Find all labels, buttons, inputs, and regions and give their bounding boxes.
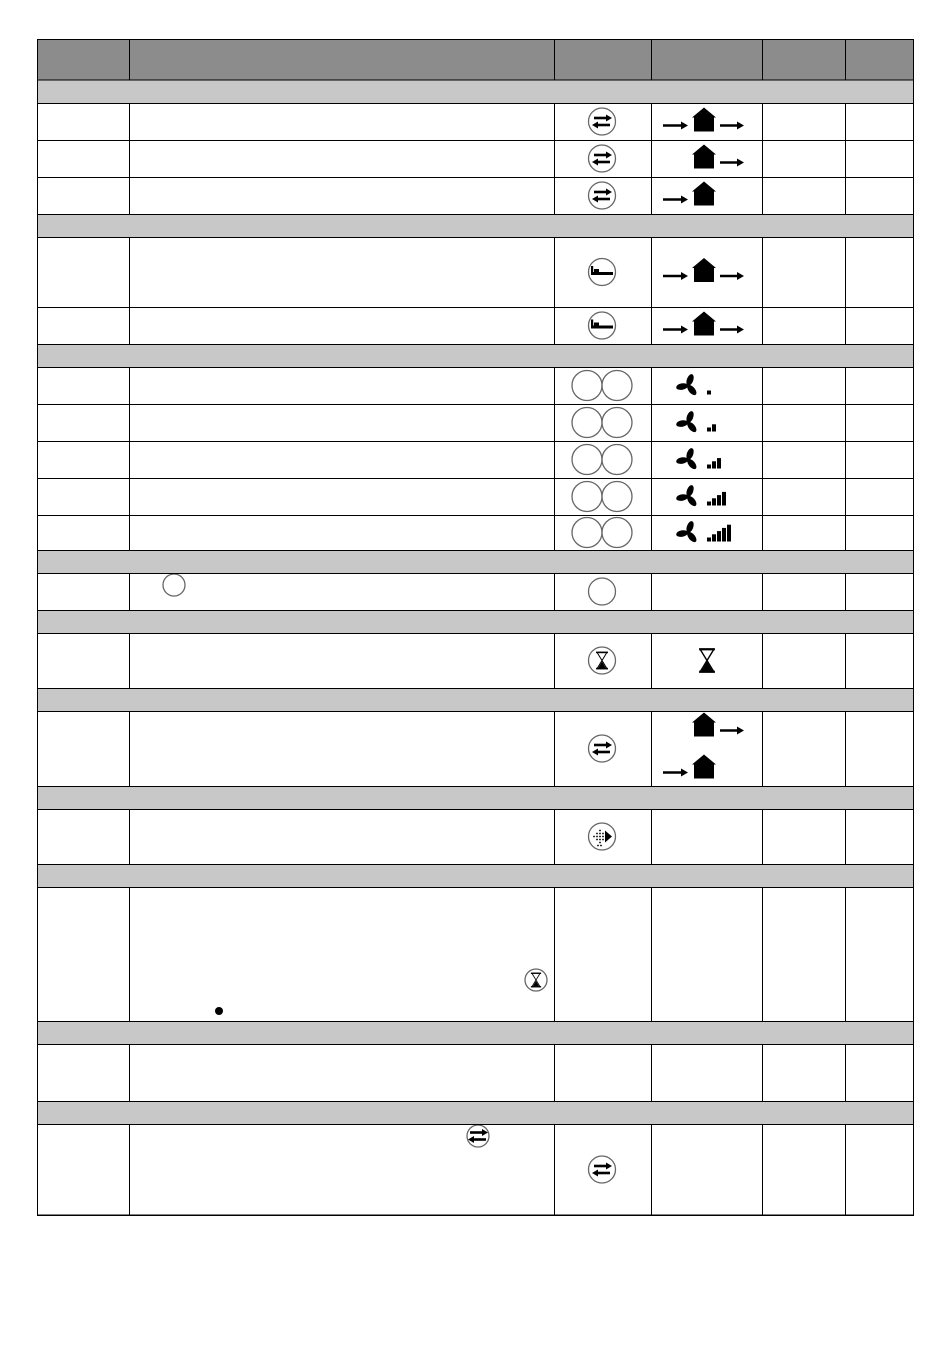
- button-circles-icon: [572, 371, 632, 401]
- table-header: [37, 39, 914, 80]
- swap-arrows-icon: [589, 145, 616, 172]
- table-row: [215, 969, 547, 1015]
- hourglass-symbol: [699, 649, 715, 672]
- bed-icon: [589, 312, 616, 339]
- swap-arrows-icon: [467, 1125, 489, 1147]
- section-row: [37, 1021, 914, 1044]
- button-circles-icon: [572, 482, 632, 512]
- section-row: [37, 214, 914, 237]
- house-out-symbol: [692, 145, 744, 169]
- table-row: [589, 182, 717, 210]
- section-row: [37, 786, 914, 809]
- dotted-arrow-icon: [589, 823, 616, 850]
- section-row: [37, 610, 914, 633]
- single-circle-icon: [589, 578, 616, 605]
- section-row: [37, 1101, 914, 1124]
- swap-arrows-icon: [589, 735, 616, 762]
- hourglass-icon: [589, 647, 616, 674]
- section-row: [37, 688, 914, 711]
- section-row: [37, 550, 914, 573]
- button-circles-icon: [572, 408, 632, 438]
- table-row: [572, 371, 711, 401]
- fan-level-5-symbol: [676, 520, 731, 544]
- swap-arrows-icon: [589, 108, 616, 135]
- bullet-dot-icon: [215, 1007, 223, 1015]
- button-circles-icon: [572, 518, 632, 548]
- house-in-out-symbol: [663, 312, 744, 336]
- bed-icon: [589, 259, 616, 286]
- table-row: [589, 312, 745, 340]
- swap-arrows-icon: [589, 1156, 616, 1183]
- section-row: [37, 344, 914, 367]
- fan-level-1-symbol: [676, 373, 711, 397]
- fan-level-3-symbol: [676, 447, 721, 471]
- table-row: [163, 574, 616, 605]
- fan-level-4-symbol: [676, 484, 726, 508]
- small-circle-icon: [163, 574, 185, 596]
- house-in-out-symbol: [663, 258, 744, 282]
- section-row: [37, 80, 914, 103]
- table-row: [589, 145, 745, 173]
- table-row: [589, 713, 745, 779]
- table-row: [589, 823, 616, 850]
- fan-level-2-symbol: [676, 410, 716, 434]
- swap-arrows-icon: [589, 182, 616, 209]
- table-row: [572, 408, 716, 438]
- table-row: [589, 108, 745, 136]
- table-row: [589, 258, 745, 286]
- button-circles-icon: [572, 445, 632, 475]
- house-in-out-symbol: [663, 108, 744, 132]
- table-row: [467, 1125, 616, 1183]
- hourglass-icon: [525, 969, 547, 991]
- manual-table: [37, 39, 915, 1216]
- section-row: [37, 864, 914, 887]
- house-out-then-in-symbol: [663, 713, 744, 779]
- house-in-symbol: [663, 182, 716, 206]
- table-row: [572, 445, 721, 475]
- table-row: [572, 482, 726, 512]
